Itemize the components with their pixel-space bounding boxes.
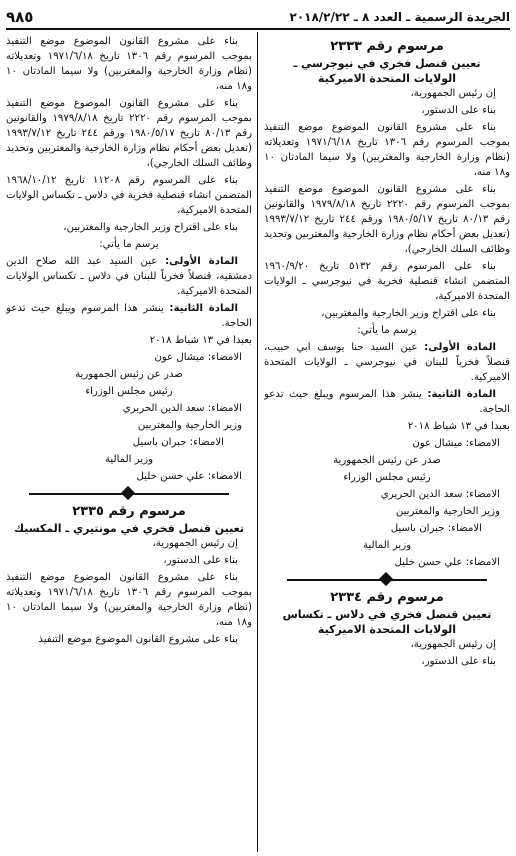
section-separator	[287, 575, 487, 585]
separator-diamond-icon	[379, 572, 393, 586]
decree-2334-preamble-president: إن رئيس الجمهورية،	[410, 639, 496, 650]
section-separator	[29, 489, 229, 499]
decree-2333-issued-by: صدر عن رئيس الجمهورية	[333, 455, 441, 466]
decree-2333-signature-pm: الامضاء: سعد الدين الحريري	[380, 489, 500, 500]
decree-2335-number: مرسوم رقم ٢٣٣٥	[72, 504, 186, 519]
decree-2333-decrees: يرسم ما يأتي:	[357, 325, 417, 336]
decree-2335-preamble-president: إن رئيس الجمهورية،	[152, 538, 238, 549]
article-1-text: عين السيد حنا يوسف ابي حبيب، قنصلاً فخرياً للبنان في نيوجرسي ـ الولايات المتحدة الاميركية.	[264, 342, 510, 383]
decree-2335-preamble-law-2220: بناء على مشروع القانون الموضوع موضع التنفيذ	[38, 634, 238, 645]
decree-2333-article-1	[264, 340, 510, 385]
decree-2333-finance-minister: وزير المالية	[362, 540, 412, 551]
decree-2333-preamble-law-1306: بناء على مشروع القانون الموضوع موضع التنفيذ بموجب المرسوم رقم ١٣٠٦ تاريخ ١٩٧١/٦/١٨ وتعديلاته (نظام وزارة الخارجية والمغتربين) ولا سيما المادتان ١٠ و١٨ منه،	[264, 122, 510, 178]
decree-2334-preamble-constitution: بناء على الدستور،	[421, 656, 496, 667]
right-column	[264, 34, 510, 852]
article-1-text: عين السيد عبد الله صلاح الدين دمشقيه، قنصلاً فخرياً للبنان في دلاس ـ تكساس الولايات المتحدة الاميركية.	[6, 256, 252, 297]
article-2-label: المادة الثانية:	[427, 389, 496, 400]
decree-2334-preamble-law-2220: بناء على مشروع القانون الموضوع موضع التنفيذ بموجب المرسوم رقم ٢٢٢٠ تاريخ ١٩٧٩/٨/١٨ والقانونين رقم ٨٠/١٣ تاريخ ١٩٨٠/٥/١٧ ورقم ٢٤٤ تاريخ ١٩٩٣/٧/١٢ (تعديل بعض أحكام نظام وزارة الخارجية والمغتربين وتحديد وظائف السلك الخارجي)،	[6, 98, 252, 169]
column-divider	[257, 32, 258, 852]
article-2-text: ينشر هذا المرسوم ويبلغ حيث تدعو الحاجة.	[6, 303, 252, 329]
decree-2334-prime-minister: رئيس مجلس الوزراء	[85, 386, 173, 397]
decree-2333-prime-minister: رئيس مجلس الوزراء	[343, 472, 431, 483]
separator-diamond-icon	[121, 486, 135, 500]
article-2-text: ينشر هذا المرسوم ويبلغ حيث تدعو الحاجة.	[264, 389, 510, 415]
page-header	[6, 6, 510, 30]
decree-2334-article-1	[6, 254, 252, 299]
decree-2333-number: مرسوم رقم ٢٣٣٣	[330, 39, 444, 54]
decree-2333-preamble-decree-5132: بناء على المرسوم رقم ٥١٣٢ تاريخ ١٩٦٠/٩/٢٠ المتضمن انشاء قنصلية فخرية في نيوجرسي ـ الولايات المتحدة الاميركية،	[264, 261, 510, 302]
decree-2334-finance-minister: وزير المالية	[104, 454, 154, 465]
decree-2335-subject: تعيين قنصل فخري في مونتيري ـ المكسيك	[13, 522, 245, 535]
decree-2334-signature-fm: الامضاء: جبران باسيل	[132, 437, 224, 448]
decree-2334-subject-line-1: تعيين قنصل فخري في دلاس ـ تكساس	[282, 608, 492, 621]
page-number: ٩٨٥	[6, 8, 34, 26]
decree-2334-foreign-minister: وزير الخارجية والمغتربين	[137, 420, 242, 431]
decree-2334-number: مرسوم رقم ٢٣٣٤	[330, 590, 444, 605]
decree-2334-signature-pm: الامضاء: سعد الدين الحريري	[122, 403, 242, 414]
decree-2333-subject-line-2: الولايات المتحدة الاميركية	[317, 72, 457, 85]
decree-2334-article-2	[6, 301, 252, 331]
decree-2334-decrees: يرسم ما يأتي:	[99, 239, 159, 250]
decree-2333-foreign-minister: وزير الخارجية والمغتربين	[395, 506, 500, 517]
decree-2335-preamble-law-1306: بناء على مشروع القانون الموضوع موضع التنفيذ بموجب المرسوم رقم ١٣٠٦ تاريخ ١٩٧١/٦/١٨ وتعديلاته (نظام وزارة الخارجية والمغتربين) ولا سيما المادتان ١٠ و١٨ منه،	[6, 572, 252, 628]
left-column	[6, 34, 252, 852]
decree-2333-date: بعبدا في ١٣ شباط ٢٠١٨	[407, 421, 510, 432]
decree-2334-preamble-law-1306: بناء على مشروع القانون الموضوع موضع التنفيذ بموجب المرسوم رقم ١٣٠٦ تاريخ ١٩٧١/٦/١٨ وتعديلاته (نظام وزارة الخارجية والمغتربين) ولا سيما المادتان ١٠ و١٨ منه،	[6, 36, 252, 92]
gazette-title: الجريدة الرسمية ـ العدد ٨ ـ ٢٠١٨/٢/٢٢	[289, 10, 510, 24]
article-1-label: المادة الأولى:	[165, 256, 238, 267]
decree-2334-preamble-decree-11208: بناء على المرسوم رقم ١١٢٠٨ تاريخ ١٩٦٨/١٠/١٢ المتضمن انشاء قنصلية فخرية في دلاس ـ تكساس الولايات المتحدة الاميركية،	[6, 175, 252, 216]
decree-2334-subject-line-2: الولايات المتحدة الاميركية	[317, 623, 457, 636]
decree-2333-signature-finance: الامضاء: علي حسن خليل	[394, 557, 500, 568]
decree-2333-proposal: بناء على اقتراح وزير الخارجية والمغتربين،	[321, 308, 496, 319]
decree-2333-article-2	[264, 387, 510, 417]
decree-2333-subject-line-1: تعيين قنصل فخري في نيوجرسي ـ	[293, 57, 481, 70]
decree-2333-signature-fm: الامضاء: جبران باسيل	[390, 523, 482, 534]
decree-2333-preamble-law-2220: بناء على مشروع القانون الموضوع موضع التنفيذ بموجب المرسوم رقم ٢٢٢٠ تاريخ ١٩٧٩/٨/١٨ والقانونين رقم ٨٠/١٣ تاريخ ١٩٨٠/٥/١٧ ورقم ٢٤٤ تاريخ ١٩٩٣/٧/١٢ (تعديل بعض أحكام نظام وزارة الخارجية والمغتربين وتحديد وظائف السلك الخارجي)،	[264, 184, 510, 255]
decree-2335-preamble-constitution: بناء على الدستور،	[163, 555, 238, 566]
decree-2334-issued-by: صدر عن رئيس الجمهورية	[75, 369, 183, 380]
decree-2333-preamble-constitution: بناء على الدستور،	[421, 105, 496, 116]
decree-2334-date: بعبدا في ١٣ شباط ٢٠١٨	[149, 335, 252, 346]
decree-2333-preamble-president: إن رئيس الجمهورية،	[410, 88, 496, 99]
decree-2334-signature-president: الامضاء: ميشال عون	[154, 352, 242, 363]
article-1-label: المادة الأولى:	[424, 342, 497, 353]
decree-2334-proposal: بناء على اقتراح وزير الخارجية والمغتربين،	[63, 222, 238, 233]
decree-2334-signature-finance: الامضاء: علي حسن خليل	[136, 471, 242, 482]
decree-2333-signature-president: الامضاء: ميشال عون	[412, 438, 500, 449]
article-2-label: المادة الثانية:	[169, 303, 238, 314]
